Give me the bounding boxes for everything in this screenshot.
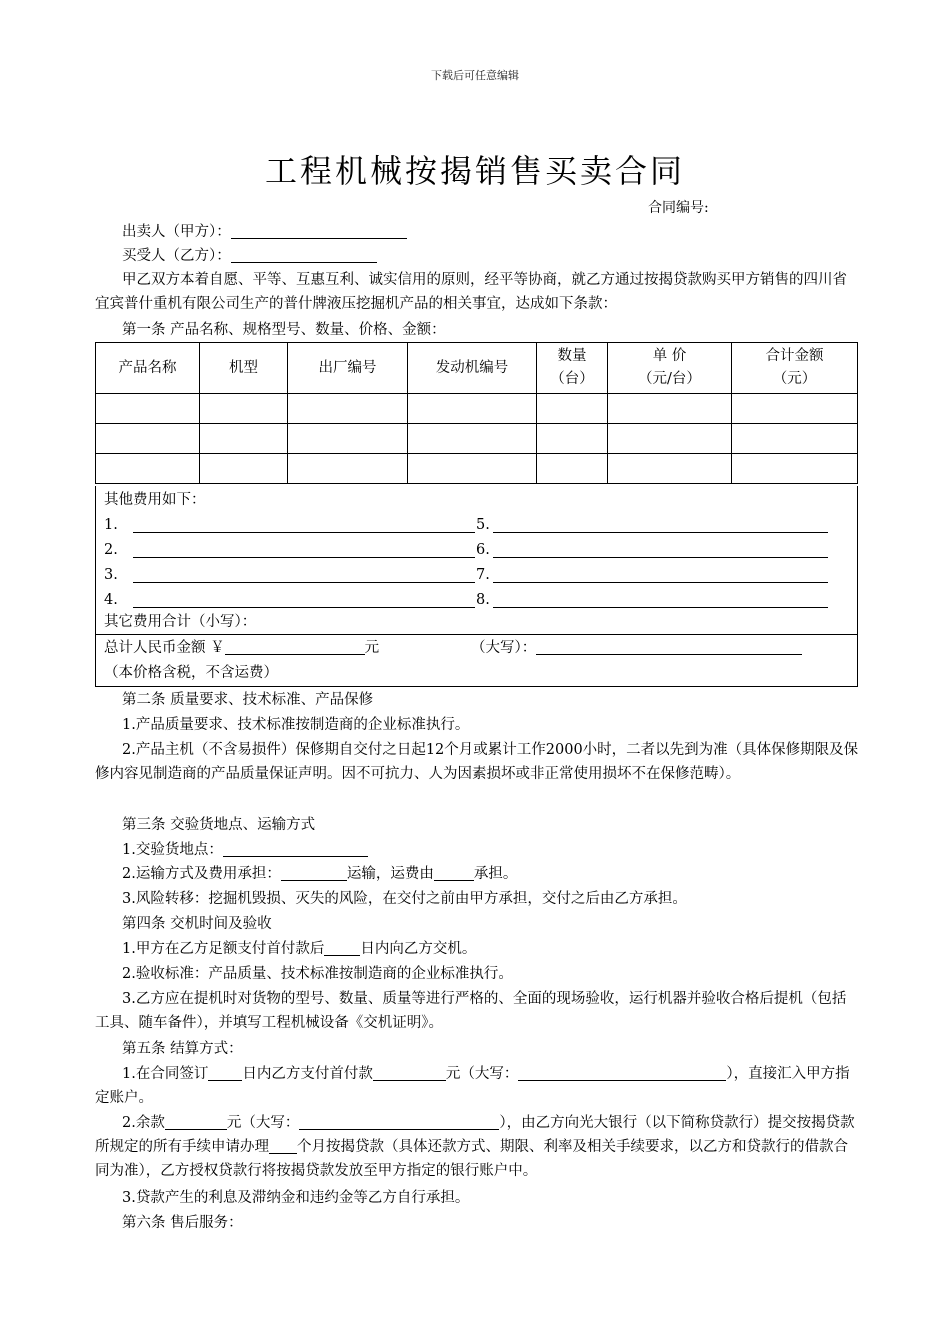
fee-blank-4[interactable] bbox=[133, 591, 475, 608]
article-3-item-2: 2.运输方式及费用承担： 运输，运费由 承担。 bbox=[122, 866, 518, 882]
article-4-item-2: 2.验收标准：产品质量、技术标准按制造商的企业标准执行。 bbox=[122, 966, 513, 982]
article-2-item-1: 1.产品质量要求、技术标准按制造商的企业标准执行。 bbox=[122, 717, 470, 733]
inspection-location-blank[interactable] bbox=[223, 840, 368, 857]
fee-blank-7[interactable] bbox=[493, 566, 828, 583]
transport-method-blank[interactable] bbox=[281, 864, 347, 881]
table-cell[interactable] bbox=[608, 394, 732, 424]
article-5-item-3: 3.贷款产生的利息及滞纳金和违约金等乙方自行承担。 bbox=[122, 1190, 470, 1206]
intro-text: 甲乙双方本着自愿、平等、互惠互利、诚实信用的原则，经平等协商，就乙方通过按揭贷款购买甲方销售的四川省宜宾普什重机有限公司生产的普什牌液压挖掘机产品的相关事宜，达成如下条款： bbox=[95, 272, 847, 312]
table-row bbox=[96, 454, 858, 484]
article-4-item-1: 1.甲方在乙方足额支付首付款后 日内向乙方交机。 bbox=[122, 941, 477, 957]
table-cell[interactable] bbox=[537, 394, 608, 424]
header-unit-price: 单 价 （元/台） bbox=[608, 343, 732, 394]
contract-number-label: 合同编号: bbox=[648, 200, 709, 216]
fee-blank-2[interactable] bbox=[133, 541, 475, 558]
table-cell[interactable] bbox=[96, 424, 200, 454]
article-3-item-1: 1.交验货地点： bbox=[122, 838, 368, 862]
header-serial-no: 出厂编号 bbox=[288, 343, 408, 394]
price-note: （本价格含税，不含运费） bbox=[104, 665, 278, 681]
fee-blank-5[interactable] bbox=[493, 516, 828, 533]
table-cell[interactable] bbox=[408, 454, 537, 484]
article-5-item-1: 1.在合同签订 日内乙方支付首付款 元（大写： ），直接汇入甲方指定账户。 bbox=[95, 1066, 850, 1106]
fee-blank-3[interactable] bbox=[133, 566, 475, 583]
fee-item-3: 3. bbox=[104, 567, 118, 583]
seller-label: 出卖人（甲方）： bbox=[122, 224, 231, 240]
balance-blank[interactable] bbox=[165, 1113, 227, 1130]
intro-paragraph bbox=[95, 268, 860, 316]
down-payment-upper-blank[interactable] bbox=[518, 1064, 726, 1081]
buyer-blank[interactable] bbox=[231, 246, 377, 263]
other-fees-title: 其他费用如下： bbox=[104, 492, 206, 508]
total-upper-label: （大写）： bbox=[471, 640, 537, 656]
fee-blank-1[interactable] bbox=[133, 516, 475, 533]
article-4-item-3: 3.乙方应在提机时对货物的型号、数量、质量等进行严格的、全面的现场验收，运行机器并验收合格后提机（包括工具、随车备件），并填写工程机械设备《交机证明》。 bbox=[95, 991, 847, 1031]
header-quantity: 数量 （台） bbox=[537, 343, 608, 394]
loan-months-blank[interactable] bbox=[269, 1137, 297, 1154]
article-6-title: 第六条 售后服务： bbox=[122, 1215, 243, 1231]
table-cell[interactable] bbox=[732, 424, 858, 454]
total-amount-unit: 元 bbox=[364, 640, 380, 656]
signing-days-blank[interactable] bbox=[208, 1064, 242, 1081]
seller-blank[interactable] bbox=[231, 222, 407, 239]
article-4-title: 第四条 交机时间及验收 bbox=[122, 916, 272, 932]
fee-item-8: 8. bbox=[476, 592, 490, 608]
article-3-item-3: 3.风险转移：挖掘机毁损、灭失的风险，在交付之前由甲方承担，交付之后由乙方承担。 bbox=[122, 891, 687, 907]
total-amount-blank[interactable] bbox=[225, 638, 365, 655]
table-cell[interactable] bbox=[732, 454, 858, 484]
fee-item-7: 7. bbox=[476, 567, 490, 583]
table-cell[interactable] bbox=[200, 394, 288, 424]
article-1-title: 第一条 产品名称、规格型号、数量、价格、金额： bbox=[122, 322, 446, 338]
document-title: 工程机械按揭销售买卖合同 bbox=[264, 152, 685, 190]
total-amount-row bbox=[104, 636, 379, 660]
table-cell[interactable] bbox=[200, 454, 288, 484]
article-2-item-2: 2.产品主机（不含易损件）保修期自交付之日起12个月或累计工作2000小时，二者以先到为准（具体保修期限及保修内容见制造商的产品质量保证声明。因不可抗力、人为因素损坏或非正常使用损坏不在保修范畴）。 bbox=[95, 742, 859, 782]
fee-item-5: 5. bbox=[476, 517, 490, 533]
total-upper-blank[interactable] bbox=[536, 638, 802, 655]
table-cell[interactable] bbox=[96, 394, 200, 424]
total-amount-box bbox=[95, 634, 858, 687]
table-cell[interactable] bbox=[608, 454, 732, 484]
table-cell[interactable] bbox=[537, 424, 608, 454]
article-5-title: 第五条 结算方式： bbox=[122, 1041, 243, 1057]
fee-item-2: 2. bbox=[104, 542, 118, 558]
header-total-amount: 合计金额 （元） bbox=[732, 343, 858, 394]
header-product-name: 产品名称 bbox=[96, 343, 200, 394]
seller-row bbox=[122, 220, 407, 244]
freight-payer-blank[interactable] bbox=[434, 864, 474, 881]
fee-blank-8[interactable] bbox=[493, 591, 828, 608]
other-fees-subtotal: 其它费用合计（小写）： bbox=[104, 614, 257, 630]
product-table bbox=[95, 342, 858, 484]
header-model: 机型 bbox=[200, 343, 288, 394]
total-upper-row bbox=[471, 636, 802, 660]
table-cell[interactable] bbox=[608, 424, 732, 454]
down-payment-blank[interactable] bbox=[373, 1064, 446, 1081]
table-cell[interactable] bbox=[408, 394, 537, 424]
table-cell[interactable] bbox=[537, 454, 608, 484]
fee-blank-6[interactable] bbox=[493, 541, 828, 558]
table-cell[interactable] bbox=[408, 424, 537, 454]
balance-upper-blank[interactable] bbox=[299, 1113, 499, 1130]
buyer-label: 买受人（乙方）： bbox=[122, 248, 231, 264]
buyer-row bbox=[122, 244, 377, 268]
fee-item-6: 6. bbox=[476, 542, 490, 558]
table-cell[interactable] bbox=[200, 424, 288, 454]
table-cell[interactable] bbox=[732, 394, 858, 424]
header-engine-no: 发动机编号 bbox=[408, 343, 537, 394]
total-amount-label: 总计人民币金额 ￥ bbox=[104, 640, 225, 656]
table-cell[interactable] bbox=[288, 394, 408, 424]
table-row bbox=[96, 394, 858, 424]
delivery-days-blank[interactable] bbox=[324, 939, 360, 956]
fee-item-4: 4. bbox=[104, 592, 118, 608]
table-cell[interactable] bbox=[288, 454, 408, 484]
table-cell[interactable] bbox=[96, 454, 200, 484]
other-fees-box bbox=[95, 486, 858, 635]
article-2-title: 第二条 质量要求、技术标准、产品保修 bbox=[122, 692, 374, 708]
fee-item-1: 1. bbox=[104, 517, 118, 533]
article-5-item-2: 2.余款 元（大写： ），由乙方向光大银行（以下简称贷款行）提交按揭贷款所规定的所有手续申请办理 个月按揭贷款（具体还款方式、期限、利率及相关手续要求，以乙方和贷款行的借款合同为准），乙方授权贷款行将按揭贷款发放至甲方指定的银行账户中。 bbox=[95, 1115, 855, 1179]
header-note: 下载后可任意编辑 bbox=[431, 69, 519, 82]
article-3-title: 第三条 交验货地点、运输方式 bbox=[122, 817, 316, 833]
table-cell[interactable] bbox=[288, 424, 408, 454]
product-table-header bbox=[96, 343, 858, 394]
table-row bbox=[96, 424, 858, 454]
